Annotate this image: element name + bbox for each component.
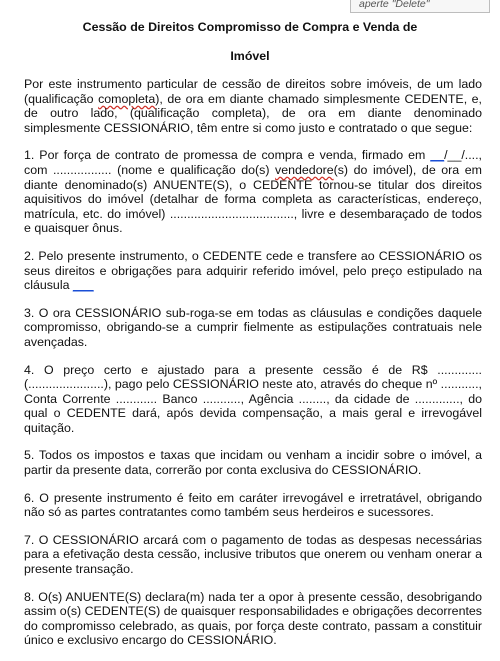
paragraph-3: 3. O ora CESSIONÁRIO sub-roga-se em todas as cláusulas e condições daquele compromisso, obrigando-se a cumprir fielmente as estipulações contratuais nele avençadas. (24, 305, 482, 349)
paragraph-5: 5. Todos os impostos e taxas que incidam ou venham a incidir sobre o imóvel, a partir da presente data, correrão por conta exclusiva do CESSIONÁRIO. (24, 448, 482, 478)
clause-1-text-cont: /__/...., com ................. (nome e qualificação do(s) (24, 148, 482, 177)
misspelled-word: comopleta (98, 91, 156, 106)
intro-text-cont: ), de ora em diante chamado simplesmente CEDENTE, e, de outro lado, (qualificação completa), de ora em diante denominado simplesmente CESSIONÁRIO, têm entre si como justo e contratado o que segue: (24, 91, 482, 135)
clause-2-text: 2. Pelo presente instrumento, o CEDENTE cede e transfere ao CESSIONÁRIO os seus direitos e obrigações para adquirir referido imóvel, pelo preço estipulado na cláusula (24, 248, 482, 293)
document-body (24, 77, 482, 661)
intro-text: Por este instrumento particular de cessão de direitos sobre imóveis, de um lado (qualificação (24, 77, 482, 106)
paragraph-4: 4. O preço certo e ajustado para a presente cessão é de R$ ............. (......................), pago pelo CESSIONÁRIO neste ato, através do cheque nº ..........., Conta Corrente ............ Banco ..........., Agência ........, da cidade de ............., do qual o CEDENTE dará, após devida compensação, a mais geral e irrevogável quitação. (24, 362, 482, 435)
clause-1-text: 1. Por força de contrato de promessa de compra e venda, firmado em (24, 148, 431, 163)
paragraph-6: 6. O presente instrumento é feito em caráter irrevogável e irretratável, obrigando não só as partes contratantes como também seus herdeiros e sucessores. (24, 490, 482, 520)
clause-1-text-end: (s) do imóvel), de ora em diante denominado(s) ANUENTE(S), o CEDENTE tornou-se titular dos direitos aquisitivos do imóvel (detalhar de forma completa as características, endereço, matrícula, etc. do imóvel) ...................................., livre e desembaraçado de todos e quaisquer ônus. (24, 162, 482, 236)
paragraph-2 (24, 249, 482, 293)
document-title-continued: Imóvel (230, 49, 270, 63)
delete-hint-box: aperte "Delete" (350, 0, 490, 13)
date-blank-field[interactable]: __ (430, 148, 445, 163)
misspelled-word: vendedore (275, 162, 334, 177)
paragraph-7: 7. O CESSIONÁRIO arcará com o pagamento de todas as despesas necessárias para a efetivação desta cessão, inclusive tributos que onerem ou venham onerar a presente transação. (24, 532, 482, 577)
clause-number-blank-field[interactable]: ___ (72, 278, 94, 293)
paragraph-intro (24, 77, 482, 135)
document-title: Cessão de Direitos Compromisso de Compra e Venda de (82, 20, 418, 34)
paragraph-1 (24, 148, 482, 236)
paragraph-8: 8. O(s) ANUENTE(S) declara(m) nada ter a opor à presente cessão, desobrigando assim o(s) CEDENTE(S) de quaisquer responsabilidades e obrigações decorrentes do compromisso celebrado, as quais, por força deste contrato, passam a constituir único e exclusivo encargo do CESSIONÁRIO. (24, 589, 482, 648)
